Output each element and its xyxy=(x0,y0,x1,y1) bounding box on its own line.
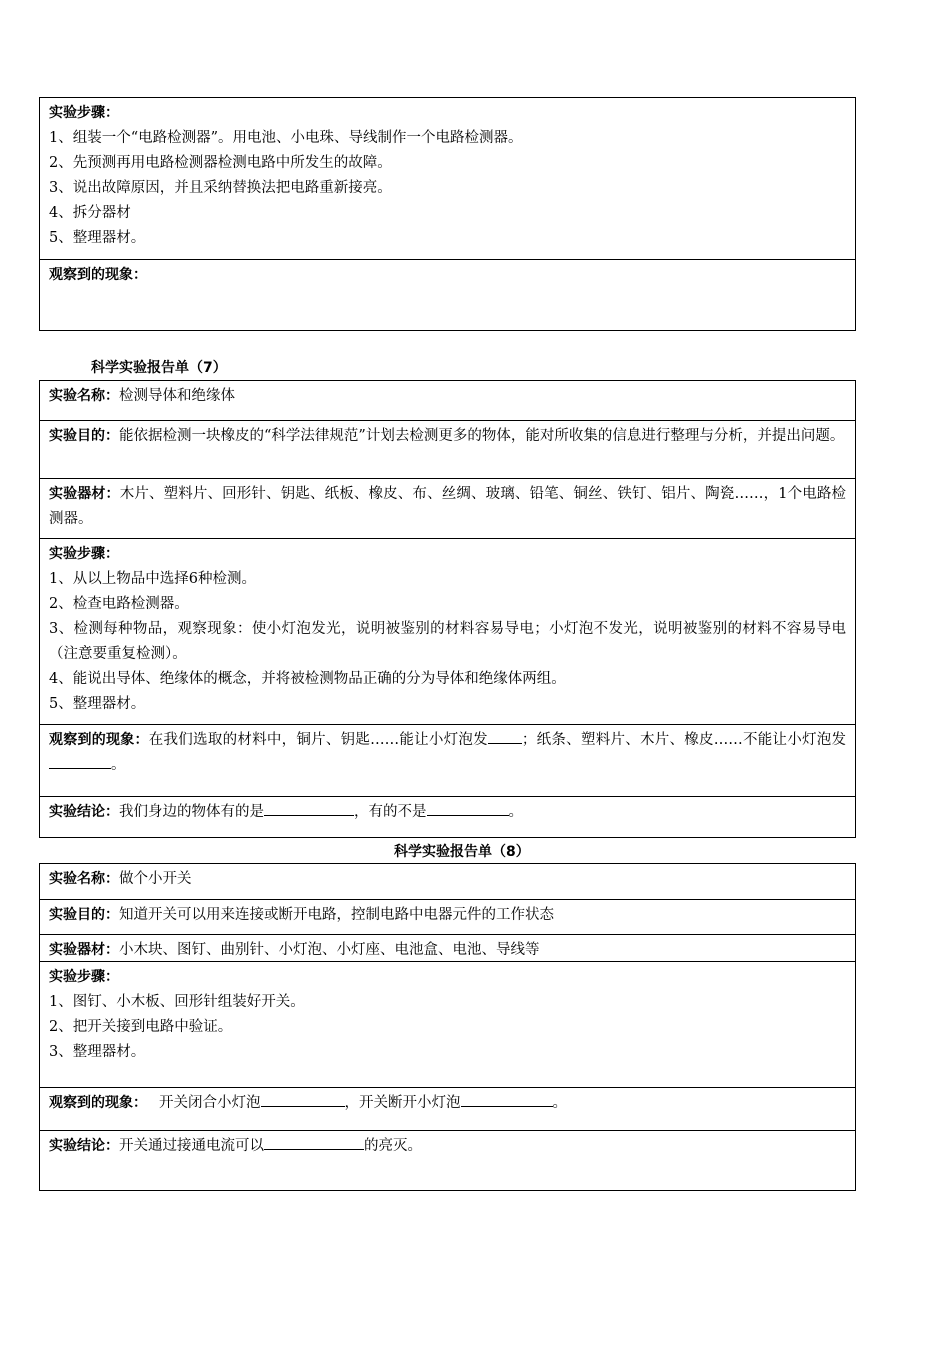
report8-title: 科学实验报告单（8） xyxy=(394,844,530,860)
report7-table xyxy=(39,380,856,838)
report7-name-row xyxy=(40,381,855,421)
conclusion-text-3: 。 xyxy=(508,804,523,820)
fill-blank[interactable] xyxy=(264,801,354,816)
name-label: 实验名称： xyxy=(49,871,119,887)
report8-table xyxy=(39,863,856,1191)
step-item: 1、从以上物品中选择6种检测。 xyxy=(49,571,256,587)
conclusion-label: 实验结论： xyxy=(49,804,119,820)
conclusion-text-1: 开关通过接通电流可以 xyxy=(119,1138,264,1154)
step-item: 4、能说出导体、绝缘体的概念，并将被检测物品正确的分为导体和绝缘体两组。 xyxy=(49,671,566,687)
report7-materials-row xyxy=(40,479,855,539)
fill-blank[interactable] xyxy=(264,1135,364,1150)
purpose-label: 实验目的： xyxy=(49,907,119,923)
report8-purpose-row xyxy=(40,900,855,935)
observation-label: 观察到的现象： xyxy=(49,732,149,748)
report7-observation-row xyxy=(40,725,855,797)
step-item: 3、整理器材。 xyxy=(49,1044,146,1060)
experiment-name: 检测导体和绝缘体 xyxy=(119,388,235,404)
step-item: 3、说出故障原因，并且采纳替换法把电路重新接亮。 xyxy=(49,180,392,196)
steps-label: 实验步骤： xyxy=(49,546,119,562)
purpose-label: 实验目的： xyxy=(49,428,119,444)
observation-text-3: 。 xyxy=(111,757,126,773)
report8-name-row xyxy=(40,864,855,900)
report7-steps-row xyxy=(40,539,855,725)
conclusion-text-2: ，有的不是 xyxy=(354,804,427,820)
step-item: 2、把开关接到电路中验证。 xyxy=(49,1019,233,1035)
fill-blank[interactable] xyxy=(488,729,522,744)
steps-label: 实验步骤： xyxy=(49,105,119,121)
observation-text-1: 开关闭合小灯泡 xyxy=(159,1095,261,1111)
materials-label: 实验器材： xyxy=(49,942,119,958)
name-label: 实验名称： xyxy=(49,388,119,404)
step-item: 4、拆分器材 xyxy=(49,205,131,221)
step-item: 1、图钉、小木板、回形针组装好开关。 xyxy=(49,994,305,1010)
materials-label: 实验器材： xyxy=(49,486,120,502)
experiment-materials: 小木块、图钉、曲别针、小灯泡、小灯座、电池盒、电池、导线等 xyxy=(119,942,540,958)
conclusion-text-2: 的亮灭。 xyxy=(364,1138,422,1154)
observation-label: 观察到的现象： xyxy=(49,1095,147,1111)
steps-label: 实验步骤： xyxy=(49,969,119,985)
conclusion-label: 实验结论： xyxy=(49,1138,119,1154)
observation-text-1: 在我们选取的材料中，铜片、钥匙……能让小灯泡发 xyxy=(148,732,488,748)
experiment-purpose: 能依据检测一块橡皮的“科学法律规范”计划去检测更多的物体，能对所收集的信息进行整理与分析，并提出问题。 xyxy=(119,428,845,444)
step-item: 1、组装一个“电路检测器”。用电池、小电珠、导线制作一个电路检测器。 xyxy=(49,130,523,146)
fill-blank[interactable] xyxy=(261,1092,345,1107)
report8-observation-row xyxy=(40,1088,855,1131)
experiment-name: 做个小开关 xyxy=(119,871,192,887)
report7-purpose-row xyxy=(40,421,855,479)
fill-blank[interactable] xyxy=(427,801,509,816)
fill-blank[interactable] xyxy=(461,1092,553,1107)
experiment-purpose: 知道开关可以用来连接或断开电路，控制电路中电器元件的工作状态 xyxy=(119,907,554,923)
observation-text-3: 。 xyxy=(552,1095,567,1111)
observation-text-2: ，开关断开小灯泡 xyxy=(344,1095,461,1111)
fill-blank[interactable] xyxy=(49,754,111,769)
observation-label: 观察到的现象： xyxy=(49,267,147,283)
step-item: 5、整理器材。 xyxy=(49,696,146,712)
report7-conclusion-row xyxy=(40,797,855,837)
report8-steps-row xyxy=(40,962,855,1088)
experiment-materials: 木片、塑料片、回形针、钥匙、纸板、橡皮、布、丝绸、玻璃、铅笔、铜丝、铁钉、铝片、陶瓷……，1个电路检测器。 xyxy=(49,486,846,527)
report7-title: 科学实验报告单（7） xyxy=(91,360,227,376)
report8-materials-row xyxy=(40,935,855,962)
report6-table xyxy=(39,97,856,331)
step-item: 5、整理器材。 xyxy=(49,230,146,246)
report8-conclusion-row xyxy=(40,1131,855,1190)
step-item: 2、先预测再用电路检测器检测电路中所发生的故障。 xyxy=(49,155,392,171)
observation-text-2: ；纸条、塑料片、木片、橡皮……不能让小灯泡发 xyxy=(521,732,847,748)
conclusion-text-1: 我们身边的物体有的是 xyxy=(119,804,264,820)
report6-observation-row xyxy=(40,260,855,330)
report6-steps-row xyxy=(40,98,855,260)
step-item: 3、检测每种物品，观察现象：使小灯泡发光，说明被鉴别的材料容易导电；小灯泡不发光，说明被鉴别的材料不容易导电（注意要重复检测）。 xyxy=(49,621,846,662)
step-item: 2、检查电路检测器。 xyxy=(49,596,189,612)
